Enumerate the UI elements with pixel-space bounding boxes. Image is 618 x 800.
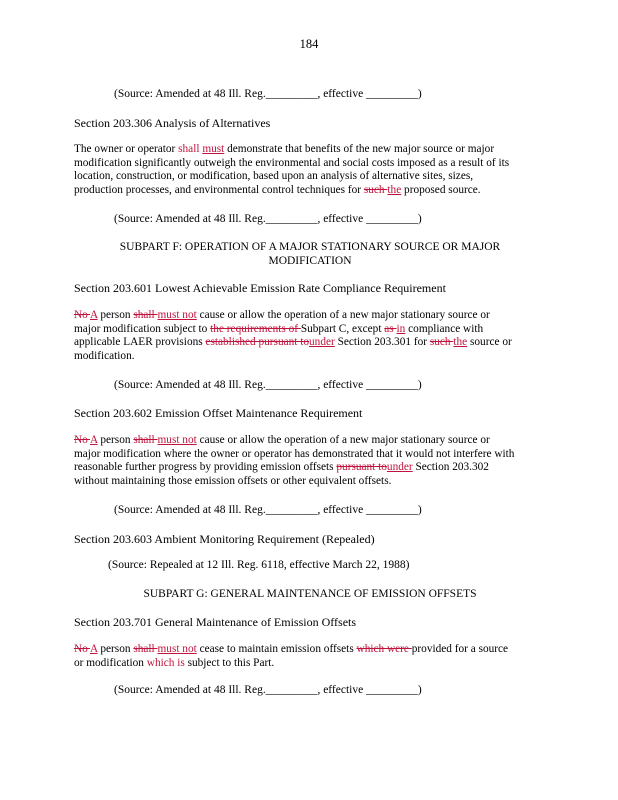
subpart-g-title: SUBPART G: GENERAL MAINTENANCE OF EMISSION OFFSETS — [143, 588, 477, 600]
source-note-repealed: (Source: Repealed at 12 Ill. Reg. 6118, effective March 22, 1988) — [108, 559, 410, 571]
paragraph-203-306: The owner or operator shall must demonstrate that benefits of the new major source or major modification significantly outweigh the environmental and social costs imposed as a result of its location, construction, or modification, based upon an analysis of alternative sites, sizes, production processes, and environmental control techniques for such the proposed source. — [74, 143, 510, 196]
source-note: (Source: Amended at 48 Ill. Reg._________, effective _________) — [114, 684, 422, 696]
page-number: 184 — [299, 37, 319, 51]
subpart-f-title: SUBPART F: OPERATION OF A MAJOR STATIONARY SOURCE OR MAJOR MODIFICATION — [119, 241, 501, 267]
section-heading-203-602: Section 203.602 Emission Offset Maintenance Requirement — [74, 406, 363, 420]
paragraph-203-601: No A person shall must not cause or allow the operation of a new major stationary source or major modification subject to the requirements of Subpart C, except as in compliance with applicable LAER provisions established pursuant tounder Section 203.301 for such the source or modification. — [74, 309, 512, 362]
section-heading-203-306: Section 203.306 Analysis of Alternatives — [74, 116, 271, 130]
source-note: (Source: Amended at 48 Ill. Reg._________, effective _________) — [114, 88, 422, 100]
section-heading-203-701: Section 203.701 General Maintenance of Emission Offsets — [74, 615, 357, 629]
paragraph-203-701: No A person shall must not cease to maintain emission offsets which were provided for a source or modification which is subject to this Part. — [74, 643, 509, 669]
section-heading-203-601: Section 203.601 Lowest Achievable Emission Rate Compliance Requirement — [74, 281, 446, 295]
paragraph-203-602: No A person shall must not cause or allow the operation of a new major stationary source or major modification where the owner or operator has demonstrated that it would not interfere with reasonable further progress by providing emission offsets pursuant tounder Section 203.302 without maintaining those emission offsets or other equivalent offsets. — [74, 434, 515, 487]
source-note: (Source: Amended at 48 Ill. Reg._________, effective _________) — [114, 379, 422, 391]
source-note: (Source: Amended at 48 Ill. Reg._________, effective _________) — [114, 213, 422, 225]
source-note: (Source: Amended at 48 Ill. Reg._________, effective _________) — [114, 504, 422, 516]
section-heading-203-603: Section 203.603 Ambient Monitoring Requirement (Repealed) — [74, 532, 375, 546]
